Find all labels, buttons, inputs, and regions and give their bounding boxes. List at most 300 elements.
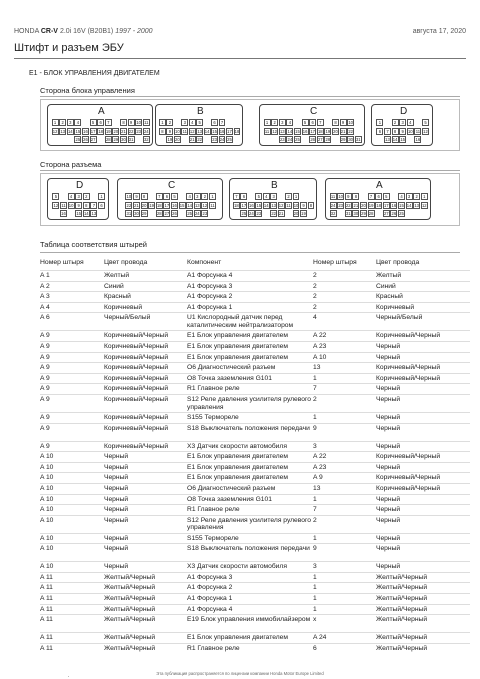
table-row xyxy=(40,561,470,572)
pin-table xyxy=(40,270,470,653)
pin-cell: 13 xyxy=(197,128,203,134)
cell-target-pin: 2 xyxy=(313,303,317,311)
pin-cell: 5 xyxy=(255,193,262,200)
table-row xyxy=(40,515,470,533)
table-title-divider xyxy=(40,252,460,253)
pin-cell: 10 xyxy=(338,194,344,199)
cell-pin: A 9 xyxy=(40,342,50,350)
pin-cell: 18 xyxy=(234,128,240,134)
pin-cell: 12 xyxy=(272,128,278,134)
pin-cell: 22 xyxy=(271,211,277,216)
table-row xyxy=(40,312,470,330)
pin-cell: 11 xyxy=(144,120,149,125)
cell-target-color: Черный xyxy=(376,424,401,432)
connector-letter: B xyxy=(197,106,204,117)
cell-pin: A 11 xyxy=(40,644,53,652)
pin-cell: 23 xyxy=(279,137,285,142)
pin-cell: 29 xyxy=(340,137,346,142)
pin-cell: 23 xyxy=(256,211,262,216)
header-wire-color: Цвет провода xyxy=(104,259,148,266)
cell-pin: A 10 xyxy=(40,545,54,553)
pin-cell: 16 xyxy=(248,202,254,208)
pin-cell: 10 xyxy=(293,202,299,208)
cell-component: S18 Выключатель положения передачи xyxy=(187,545,310,553)
pin-cell: 7 xyxy=(219,119,226,126)
pin-cell: 11 xyxy=(182,128,187,134)
pin-cell: 9 xyxy=(345,193,352,200)
pin-cell: 17 xyxy=(90,128,96,134)
pin-cell: 5 xyxy=(52,193,59,200)
pin-cell: 22 xyxy=(128,128,134,134)
vehicle-info xyxy=(14,28,153,35)
pin-cell: 7 xyxy=(368,193,375,200)
pin-cell: 17 xyxy=(310,128,316,134)
table-row xyxy=(40,533,470,544)
cell-target-color: Черный xyxy=(376,516,401,524)
pin-cell: 15 xyxy=(179,202,185,208)
table-row xyxy=(40,394,470,412)
pin-cell: 12 xyxy=(421,202,427,208)
cell-wire-color: Черный xyxy=(104,474,129,482)
cell-wire-color: Черный xyxy=(104,516,129,524)
document-date: августа 17, 2020 xyxy=(412,28,466,35)
cell-pin: A 1 xyxy=(40,272,50,279)
pin-cell: 23 xyxy=(212,137,217,142)
pin-cell: 16 xyxy=(415,137,421,142)
cell-component: E1 Блок управления двигателем xyxy=(187,463,288,471)
connector-c xyxy=(259,104,365,146)
cell-wire-color: Коричневый/Черный xyxy=(104,385,169,393)
cell-target-pin: 2 xyxy=(313,272,317,279)
connector-side-divider xyxy=(40,170,460,171)
connector-letter: A xyxy=(376,180,383,191)
cell-target-pin: A 23 xyxy=(313,342,327,350)
pin-cell: 6 xyxy=(163,193,170,200)
pin-cell: 16 xyxy=(172,202,177,208)
pin-cell: 9 xyxy=(300,202,307,209)
pin-cell: 4 xyxy=(74,119,81,126)
cell-pin: A 10 xyxy=(40,506,54,514)
pin-cell: 11 xyxy=(264,128,270,134)
pin-cell: 20 xyxy=(333,128,338,134)
pin-cell: 14 xyxy=(67,128,73,134)
cell-target-pin: 1 xyxy=(313,584,317,592)
cell-target-color: Черный xyxy=(376,385,401,393)
pin-cell: 5 xyxy=(302,119,309,126)
pin-cell: 30 xyxy=(121,137,126,142)
cell-component: E1 Блок управления двигателем xyxy=(187,474,288,482)
cell-wire-color: Черный xyxy=(104,495,129,503)
page-title: Штифт и разъем ЭБУ xyxy=(14,42,124,54)
pin-cell: 15 xyxy=(76,211,82,216)
cell-target-pin: 2 xyxy=(313,395,317,403)
table-row xyxy=(40,614,470,632)
cell-target-pin: 13 xyxy=(313,484,321,492)
cell-wire-color: Коричневый xyxy=(104,303,143,311)
header-target-pin: Номер штыря xyxy=(313,259,357,266)
pin-cell: 3 xyxy=(270,193,277,200)
ecu-side-diagram xyxy=(40,99,460,151)
cell-component: A1 Форсунка 4 xyxy=(187,605,233,613)
cell-wire-color: Черный/Белый xyxy=(104,314,151,322)
cell-pin: A 10 xyxy=(40,484,54,492)
table-row xyxy=(40,494,470,505)
cell-target-color: Желтый/Черный xyxy=(376,616,428,624)
cell-component: S155 Термореле xyxy=(187,413,239,421)
pin-cell: 18 xyxy=(156,202,162,208)
pin-cell: 25 xyxy=(187,211,193,216)
cell-component: E1 Блок управления двигателем xyxy=(187,634,288,642)
title-divider xyxy=(14,58,466,59)
pin-cell: 13 xyxy=(271,202,277,208)
pin-cell: 25 xyxy=(75,137,81,142)
cell-pin: A 9 xyxy=(40,364,50,372)
pin-cell: 8 xyxy=(141,193,148,200)
pin-cell: 1 xyxy=(209,193,216,200)
cell-component: R1 Главное реле xyxy=(187,644,240,652)
cell-wire-color: Красный xyxy=(104,293,131,301)
cell-target-color: Желтый/Черный xyxy=(376,605,428,613)
pin-cell: 12 xyxy=(189,128,195,134)
pin-cell: 5 xyxy=(383,193,390,200)
connector-a xyxy=(325,178,431,220)
cell-component: S12 Реле давления усилителя рулевого управления xyxy=(187,395,311,411)
pin-cell: 9 xyxy=(133,193,140,200)
pin-cell: 7 xyxy=(156,193,163,200)
cell-target-color: Черный xyxy=(376,545,401,553)
pin-cell: 11 xyxy=(415,128,421,134)
cell-target-pin: 6 xyxy=(313,644,317,652)
cell-wire-color: Желтый/Черный xyxy=(104,634,156,642)
cell-pin: A 9 xyxy=(40,413,50,421)
cell-pin: A 11 xyxy=(40,634,53,642)
pin-cell: 26 xyxy=(310,137,316,142)
pin-cell: 2 xyxy=(413,193,420,200)
cell-target-color: Желтый xyxy=(376,272,402,279)
cell-target-pin: 1 xyxy=(313,413,317,421)
pin-cell: 12 xyxy=(52,128,58,134)
pin-cell: 3 xyxy=(181,119,188,126)
pin-cell: 4 xyxy=(68,193,75,200)
pin-cell: 8 xyxy=(159,128,166,135)
cell-pin: A 11 xyxy=(40,605,53,613)
cell-target-pin: 1 xyxy=(313,595,317,603)
pin-cell: 18 xyxy=(376,202,382,208)
cell-component: E1 Блок управления двигателем xyxy=(187,453,288,461)
pin-cell: 4 xyxy=(407,119,414,126)
pin-cell: 24 xyxy=(194,211,200,216)
pin-cell: 30 xyxy=(134,211,139,216)
cell-component: X3 Датчик скорости автомобиля xyxy=(187,563,287,571)
cell-component: E19 Блок управления иммобилайзером xyxy=(187,616,311,624)
cell-target-color: Черный/Белый xyxy=(376,314,423,322)
cell-pin: A 10 xyxy=(40,534,54,542)
cell-target-color: Коричневый/Черный xyxy=(376,484,441,492)
cell-component: A1 Форсунка 2 xyxy=(187,584,233,592)
cell-target-pin: 1 xyxy=(313,573,317,581)
pin-cell: 3 xyxy=(399,119,406,126)
pin-cell: 14 xyxy=(406,202,412,208)
connector-a xyxy=(47,104,153,146)
pin-cell: 21 xyxy=(340,128,346,134)
pin-cell: 16 xyxy=(83,128,88,134)
pin-cell: 12 xyxy=(53,202,59,208)
pin-cell: 13 xyxy=(414,202,420,208)
pin-cell: 14 xyxy=(392,137,398,142)
cell-component: R1 Главное реле xyxy=(187,385,240,393)
cell-component: O8 Точка заземления G101 xyxy=(187,495,272,503)
model: CR-V xyxy=(40,28,58,35)
pin-cell: 18 xyxy=(234,202,239,208)
pin-cell: 12 xyxy=(278,202,284,208)
pin-cell: 27 xyxy=(317,137,323,142)
pin-cell: 27 xyxy=(90,137,96,142)
connector-b xyxy=(229,178,317,220)
pin-cell: 28 xyxy=(105,137,111,142)
pin-cell: 2 xyxy=(83,193,90,200)
pin-cell: 10 xyxy=(174,128,180,134)
pin-cell: 21 xyxy=(278,211,284,216)
cell-wire-color: Желтый xyxy=(104,272,130,279)
cell-target-color: Черный xyxy=(376,342,401,350)
pin-cell: 15 xyxy=(295,128,300,134)
cell-pin: A 10 xyxy=(40,453,54,461)
pin-cell: 7 xyxy=(90,202,97,209)
pin-cell: 4 xyxy=(263,193,270,200)
pin-cell: 1 xyxy=(376,119,383,126)
cell-wire-color: Черный xyxy=(104,484,129,492)
pin-cell: 17 xyxy=(241,202,247,208)
table-row xyxy=(40,423,470,441)
pin-cell: 6 xyxy=(97,119,104,126)
pin-cell: 4 xyxy=(186,193,193,200)
pin-cell: 13 xyxy=(385,137,390,142)
cell-target-color: Красный xyxy=(376,293,403,301)
pin-cell: 20 xyxy=(141,202,147,208)
pin-cell: 19 xyxy=(105,128,111,134)
table-row xyxy=(40,373,470,384)
cell-pin: A 10 xyxy=(40,563,54,571)
cell-component: O6 Диагностический разъем xyxy=(187,484,276,492)
pin-cell: 8 xyxy=(308,202,315,209)
pin-cell: 15 xyxy=(400,137,406,142)
pin-cell: 3 xyxy=(406,193,413,200)
pin-cell: 1 xyxy=(159,119,166,126)
cell-component: E1 Блок управления двигателем xyxy=(187,353,288,361)
cell-target-pin: 3 xyxy=(313,442,317,450)
pin-cell: 18 xyxy=(317,128,323,134)
pin-cell: 20 xyxy=(361,202,366,208)
pin-cell: 1 xyxy=(293,193,300,200)
cell-component: E1 Блок управления двигателем xyxy=(187,332,288,340)
cell-wire-color: Коричневый/Черный xyxy=(104,342,169,350)
cell-wire-color: Коричневый/Черный xyxy=(104,442,169,450)
cell-pin: A 11 xyxy=(40,595,53,603)
cell-pin: A 6 xyxy=(40,314,50,322)
pin-cell: 14 xyxy=(263,202,269,208)
cell-wire-color: Черный xyxy=(104,545,129,553)
pin-cell: 9 xyxy=(75,202,82,209)
cell-pin: A 9 xyxy=(40,332,50,340)
cell-target-pin: A 22 xyxy=(313,453,327,461)
pin-cell: 32 xyxy=(143,137,149,142)
cell-pin: A 11 xyxy=(40,616,53,624)
pin-cell: 2 xyxy=(201,193,208,200)
cell-wire-color: Желтый/Черный xyxy=(104,584,156,592)
table-row xyxy=(40,543,470,561)
cell-pin: A 9 xyxy=(40,353,50,361)
pin-cell: 30 xyxy=(353,211,359,216)
cell-wire-color: Коричневый/Черный xyxy=(104,374,169,382)
cell-component: A1 Форсунка 1 xyxy=(187,595,233,603)
pin-cell: 19 xyxy=(368,202,374,208)
cell-wire-color: Желтый/Черный xyxy=(104,605,156,613)
pin-cell: 15 xyxy=(212,128,217,134)
cell-target-color: Коричневый xyxy=(376,303,415,311)
pin-cell: 12 xyxy=(202,202,208,208)
pin-cell: 11 xyxy=(210,202,215,208)
pin-cell: 2 xyxy=(166,119,173,126)
cell-target-color: Коричневый/Черный xyxy=(376,364,441,372)
table-row xyxy=(40,291,470,302)
connector-letter: C xyxy=(310,106,318,117)
section-title: E1 - БЛОК УПРАВЛЕНИЯ ДВИГАТЕЛЕМ xyxy=(29,70,160,77)
cell-target-color: Желтый/Черный xyxy=(376,634,428,642)
table-row xyxy=(40,330,470,341)
table-title: Таблица соответствия штырей xyxy=(40,240,147,249)
cell-target-color: Синий xyxy=(376,282,396,290)
cell-target-pin: 1 xyxy=(313,534,317,542)
table-row xyxy=(40,441,470,452)
cell-pin: A 9 xyxy=(40,395,50,403)
pin-cell: 29 xyxy=(113,137,119,142)
pin-cell: 1 xyxy=(52,119,59,126)
pin-cell: 26 xyxy=(391,211,397,216)
cell-pin: A 10 xyxy=(40,474,54,482)
pin-cell: 24 xyxy=(287,137,293,142)
table-row xyxy=(40,281,470,292)
cell-pin: A 10 xyxy=(40,463,54,471)
pin-cell: 2 xyxy=(59,119,66,126)
cell-target-color: Черный xyxy=(376,506,401,514)
footer-license: Эта публикация распространяется по лицензии компании Honda Motor Europe Limited xyxy=(156,671,324,676)
pin-cell: 28 xyxy=(368,211,374,216)
pin-cell: 16 xyxy=(61,211,66,216)
pin-cell: 19 xyxy=(325,128,331,134)
pin-cell: 11 xyxy=(330,194,336,199)
pin-cell: 19 xyxy=(167,137,173,142)
pin-cell: 25 xyxy=(241,211,247,216)
pin-cell: 3 xyxy=(67,119,74,126)
pin-cell: 7 xyxy=(233,193,240,200)
pin-cell: 15 xyxy=(75,128,81,134)
table-row xyxy=(40,582,470,593)
pin-cell: 5 xyxy=(171,193,178,200)
cell-target-pin: 1 xyxy=(313,374,317,382)
cell-wire-color: Желтый/Черный xyxy=(104,595,156,603)
cell-component: S18 Выключатель положения передачи xyxy=(187,424,310,432)
pin-cell: 11 xyxy=(61,202,66,208)
pin-cell: 14 xyxy=(287,128,293,134)
cell-component: A1 Форсунка 2 xyxy=(187,293,233,301)
pin-cell: 20 xyxy=(293,211,299,216)
pin-cell: 22 xyxy=(345,202,351,208)
pin-cell: 18 xyxy=(98,128,104,134)
table-row xyxy=(40,383,470,394)
cell-target-color: Коричневый/Черный xyxy=(376,332,441,340)
table-row xyxy=(40,593,470,604)
engine-spec: 2.0i 16V (B20B1) xyxy=(59,28,114,35)
cell-component: R1 Главное реле xyxy=(187,506,240,514)
connector-side-title: Сторона разъема xyxy=(40,160,102,169)
cell-component: A1 Форсунка 3 xyxy=(187,573,233,581)
table-row xyxy=(40,451,470,462)
model-years: 1997 - 2000 xyxy=(115,28,153,35)
pin-cell: 25 xyxy=(227,137,232,142)
pin-cell: 8 xyxy=(120,119,127,126)
cell-component: A1 Форсунка 4 xyxy=(187,272,233,279)
pin-cell: 2 xyxy=(285,193,292,200)
cell-target-pin: A 22 xyxy=(313,332,327,340)
pin-cell: 10 xyxy=(68,202,74,208)
cell-target-pin: x xyxy=(313,616,317,624)
pin-cell: 22 xyxy=(197,137,203,142)
pin-cell: 14 xyxy=(204,128,210,134)
cell-wire-color: Черный xyxy=(104,463,129,471)
pin-cell: 19 xyxy=(301,211,306,216)
pin-cell: 1 xyxy=(421,193,428,200)
cell-wire-color: Желтый/Черный xyxy=(104,616,156,624)
pin-cell: 13 xyxy=(279,128,285,134)
cell-wire-color: Коричневый/Черный xyxy=(104,424,169,432)
header-pin-number: Номер штыря xyxy=(40,259,84,266)
pin-cell: 14 xyxy=(83,211,89,216)
pin-cell: 13 xyxy=(91,211,97,216)
cell-target-pin: 9 xyxy=(313,424,317,432)
pin-cell: 17 xyxy=(227,128,232,134)
pin-cell: 16 xyxy=(219,128,225,134)
cell-wire-color: Коричневый/Черный xyxy=(104,353,169,361)
ecu-side-divider xyxy=(40,96,460,97)
cell-target-pin: A 10 xyxy=(313,353,327,361)
pin-cell: 6 xyxy=(309,119,316,126)
pin-cell: 8 xyxy=(83,202,90,209)
table-row xyxy=(40,572,470,583)
cell-target-color: Черный xyxy=(376,442,401,450)
pin-cell: 17 xyxy=(383,202,389,208)
table-row xyxy=(40,604,470,615)
pin-cell: 29 xyxy=(361,211,366,216)
header-target-color: Цвет провода xyxy=(376,259,420,266)
table-row xyxy=(40,632,470,643)
ecu-side-title: Сторона блока управления xyxy=(40,86,135,95)
pin-cell: 6 xyxy=(211,119,218,126)
cell-target-pin: 2 xyxy=(313,293,317,301)
pin-cell: 31 xyxy=(128,137,134,142)
cell-component: X3 Датчик скорости автомобиля xyxy=(187,442,287,450)
pin-cell: 17 xyxy=(164,202,170,208)
cell-target-pin: 7 xyxy=(313,385,317,393)
cell-target-pin: A 24 xyxy=(313,634,327,642)
cell-target-color: Черный xyxy=(376,534,401,542)
connector-letter: D xyxy=(400,106,408,117)
cell-wire-color: Желтый/Черный xyxy=(104,573,156,581)
footer-mark: . xyxy=(68,673,70,679)
pin-cell: 24 xyxy=(219,137,225,142)
cell-component: O6 Диагностический разъем xyxy=(187,364,276,372)
pin-cell: 32 xyxy=(330,211,336,216)
pin-cell: 10 xyxy=(136,120,142,125)
